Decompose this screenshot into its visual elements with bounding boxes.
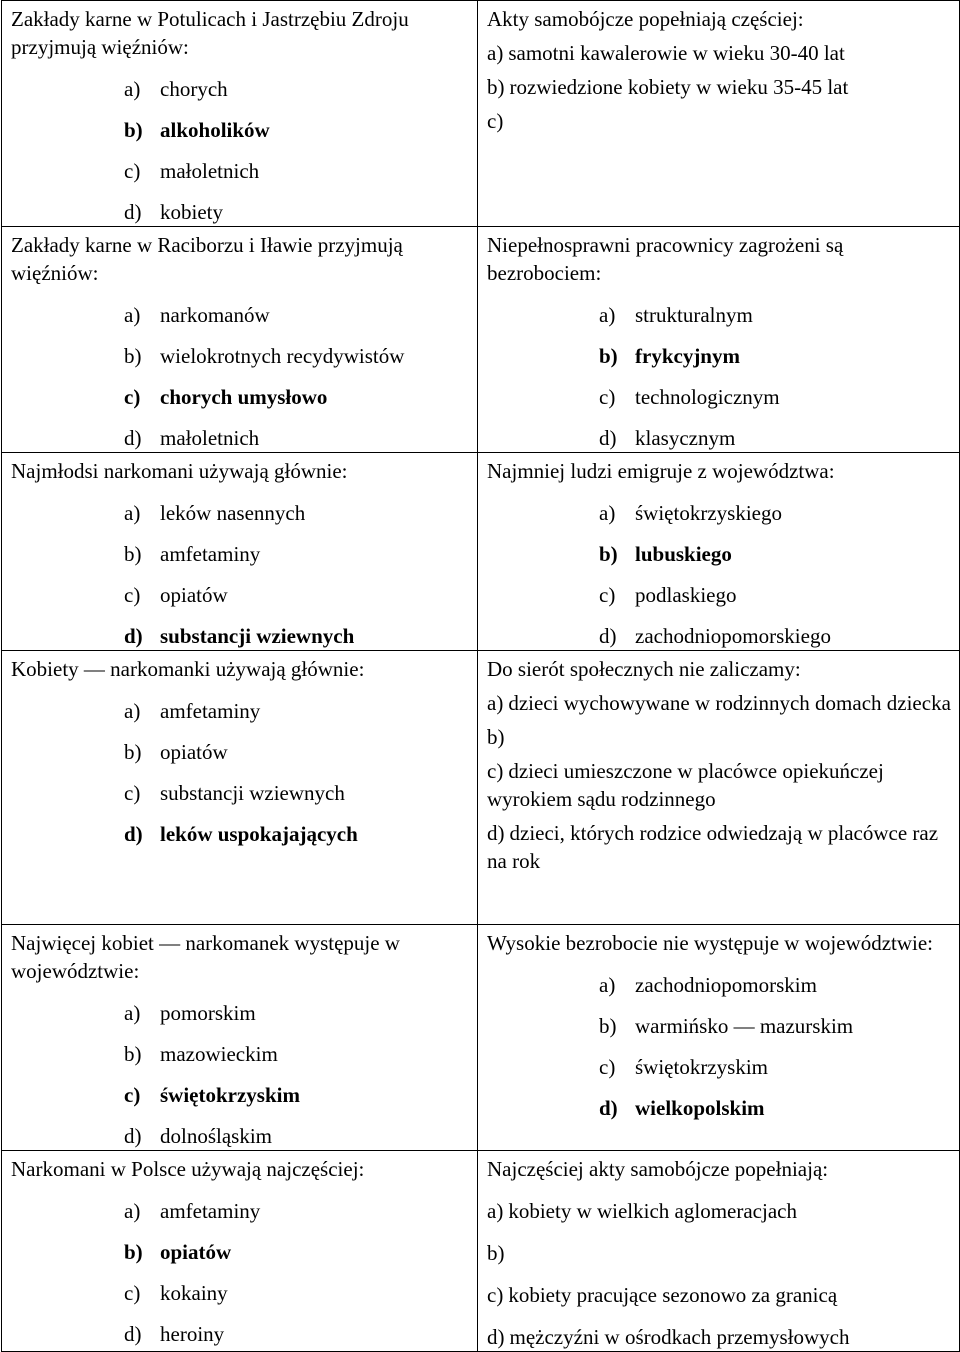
answer-option xyxy=(487,622,951,650)
answer-option xyxy=(11,499,469,527)
answer-option xyxy=(11,1320,469,1348)
answer-option xyxy=(11,999,469,1027)
answer-options xyxy=(11,697,469,848)
left-question-cell xyxy=(2,651,478,925)
question-text: Akty samobójcze popełniają częściej: xyxy=(487,7,804,31)
option-text: świętokrzyskiego xyxy=(635,501,782,525)
option-text: chorych umysłowo xyxy=(160,385,328,409)
option-text: dzieci wychowywane w rodzinnych domach dziecka xyxy=(508,691,951,715)
answer-option xyxy=(487,39,951,67)
option-text: amfetaminy xyxy=(160,542,261,566)
right-question-cell xyxy=(478,1,960,227)
option-marker: d) xyxy=(124,426,142,450)
option-marker: a) xyxy=(487,41,504,65)
answer-option xyxy=(487,1094,951,1122)
answer-option xyxy=(487,301,951,329)
question-text: Do sierót społecznych nie zaliczamy: xyxy=(487,657,801,681)
answer-options xyxy=(487,1197,951,1351)
option-text: narkomanów xyxy=(160,303,270,327)
answer-option xyxy=(487,689,951,717)
answer-options xyxy=(11,1197,469,1348)
option-marker: b) xyxy=(599,344,618,368)
answer-option xyxy=(11,697,469,725)
option-text: leków nasennych xyxy=(160,501,306,525)
answer-option xyxy=(11,581,469,609)
option-text: wielokrotnych recydywistów xyxy=(160,344,405,368)
right-question-cell xyxy=(478,925,960,1151)
answer-option xyxy=(487,971,951,999)
question-row xyxy=(2,227,960,453)
option-text: chorych xyxy=(160,77,228,101)
option-text: lubuskiego xyxy=(635,542,732,566)
option-text: mazowieckim xyxy=(160,1042,278,1066)
option-marker: b) xyxy=(124,344,142,368)
answer-option xyxy=(11,1197,469,1225)
option-text: strukturalnym xyxy=(635,303,753,327)
option-text: warmińsko — mazurskim xyxy=(635,1014,854,1038)
question-text: Najmłodsi narkomani używają głównie: xyxy=(11,459,348,483)
answer-option xyxy=(487,1053,951,1081)
option-marker: b) xyxy=(124,1042,142,1066)
answer-option xyxy=(11,1279,469,1307)
quiz-table xyxy=(1,0,960,1352)
option-text: małoletnich xyxy=(160,159,260,183)
option-marker: c) xyxy=(599,1055,616,1079)
answer-option xyxy=(487,1239,951,1267)
answer-option xyxy=(11,622,469,650)
answer-options xyxy=(487,689,951,875)
answer-options xyxy=(487,301,951,452)
option-marker: d) xyxy=(124,200,142,224)
option-marker: a) xyxy=(599,973,616,997)
answer-option xyxy=(11,301,469,329)
answer-option xyxy=(11,820,469,848)
option-marker: a) xyxy=(599,303,616,327)
answer-option xyxy=(11,198,469,226)
option-marker: a) xyxy=(599,501,616,525)
quiz-body xyxy=(2,1,960,1352)
option-marker: a) xyxy=(124,77,141,101)
option-text: leków uspokajających xyxy=(160,822,358,846)
answer-option xyxy=(11,157,469,185)
answer-option xyxy=(487,723,951,751)
option-marker: b) xyxy=(124,542,142,566)
answer-option xyxy=(487,1323,951,1351)
option-text: opiatów xyxy=(160,740,228,764)
option-marker: a) xyxy=(124,1199,141,1223)
answer-option xyxy=(487,581,951,609)
option-text: dzieci umieszczone w placówce opiekuńczej wyrokiem sądu rodzinnego xyxy=(487,759,884,811)
option-text: dzieci, których rodzice odwiedzają w placówce raz na rok xyxy=(487,821,939,873)
option-marker: b) xyxy=(124,740,142,764)
option-text: podlaskiego xyxy=(635,583,737,607)
answer-option xyxy=(11,540,469,568)
option-text: kobiety pracujące sezonowo za granicą xyxy=(508,1283,838,1307)
option-marker: d) xyxy=(124,1322,142,1346)
answer-options xyxy=(487,971,951,1122)
option-marker: a) xyxy=(124,501,141,525)
question-text: Niepełnosprawni pracownicy zagrożeni są bezrobociem: xyxy=(487,233,844,285)
option-text: świętokrzyskim xyxy=(635,1055,768,1079)
question-text: Najwięcej kobiet — narkomanek występuje w województwie: xyxy=(11,931,400,983)
option-text: mężczyźni w ośrodkach przemysłowych xyxy=(509,1325,850,1349)
option-text: wielkopolskim xyxy=(635,1096,765,1120)
answer-options xyxy=(487,499,951,650)
option-text: alkoholików xyxy=(160,118,270,142)
question-text: Zakłady karne w Raciborzu i Iławie przyjmują więźniów: xyxy=(11,233,403,285)
right-question-cell xyxy=(478,227,960,453)
option-marker: b) xyxy=(487,725,505,749)
option-marker: d) xyxy=(124,624,143,648)
option-marker: c) xyxy=(599,385,616,409)
option-text: rozwiedzione kobiety w wieku 35-45 lat xyxy=(509,75,849,99)
right-question-cell xyxy=(478,651,960,925)
answer-option xyxy=(11,1081,469,1109)
option-text: kokainy xyxy=(160,1281,228,1305)
answer-options xyxy=(11,999,469,1150)
answer-option xyxy=(487,819,951,875)
answer-option xyxy=(487,757,951,813)
answer-options xyxy=(11,301,469,452)
option-marker: d) xyxy=(599,426,617,450)
answer-option xyxy=(11,1040,469,1068)
answer-option xyxy=(487,1012,951,1040)
option-marker: a) xyxy=(124,699,141,723)
answer-option xyxy=(487,342,951,370)
answer-option xyxy=(487,540,951,568)
answer-option xyxy=(11,116,469,144)
option-text: substancji wziewnych xyxy=(160,781,345,805)
left-question-cell xyxy=(2,227,478,453)
option-text: frykcyjnym xyxy=(635,344,740,368)
question-row xyxy=(2,925,960,1151)
answer-option xyxy=(487,424,951,452)
answer-option xyxy=(487,383,951,411)
option-text: klasycznym xyxy=(635,426,736,450)
option-text: świętokrzyskim xyxy=(160,1083,300,1107)
question-text: Najczęściej akty samobójcze popełniają: xyxy=(487,1157,829,1181)
option-marker: b) xyxy=(599,1014,617,1038)
answer-options xyxy=(11,499,469,650)
option-text: samotni kawalerowie w wieku 30-40 lat xyxy=(508,41,845,65)
option-marker: c) xyxy=(124,781,141,805)
left-question-cell xyxy=(2,1,478,227)
option-text: zachodniopomorskim xyxy=(635,973,817,997)
option-marker: c) xyxy=(124,385,141,409)
option-marker: c) xyxy=(599,583,616,607)
answer-option xyxy=(11,738,469,766)
option-marker: d) xyxy=(599,1096,618,1120)
option-marker: c) xyxy=(487,1283,504,1307)
answer-option xyxy=(487,1281,951,1309)
answer-option xyxy=(487,1197,951,1225)
option-marker: c) xyxy=(487,109,504,133)
option-text: substancji wziewnych xyxy=(160,624,355,648)
answer-options xyxy=(11,75,469,226)
option-text: technologicznym xyxy=(635,385,780,409)
option-marker: c) xyxy=(124,1083,141,1107)
option-text: kobiety xyxy=(160,200,223,224)
question-text: Zakłady karne w Potulicach i Jastrzębiu Zdroju przyjmują więźniów: xyxy=(11,7,409,59)
answer-option xyxy=(11,1122,469,1150)
question-text: Wysokie bezrobocie nie występuje w województwie: xyxy=(487,931,934,955)
option-marker: b) xyxy=(599,542,618,566)
option-marker: d) xyxy=(124,822,143,846)
left-question-cell xyxy=(2,1151,478,1352)
left-question-cell xyxy=(2,925,478,1151)
left-question-cell xyxy=(2,453,478,651)
question-row xyxy=(2,453,960,651)
answer-options xyxy=(487,39,951,135)
option-marker: c) xyxy=(487,759,504,783)
option-marker: b) xyxy=(124,1240,143,1264)
answer-option xyxy=(487,107,951,135)
option-marker: c) xyxy=(124,159,141,183)
option-marker: a) xyxy=(487,691,504,715)
option-marker: d) xyxy=(487,1325,505,1349)
question-row xyxy=(2,651,960,925)
option-marker: a) xyxy=(124,1001,141,1025)
question-text: Narkomani w Polsce używają najczęściej: xyxy=(11,1157,365,1181)
option-marker: d) xyxy=(487,821,505,845)
question-text: Najmniej ludzi emigruje z województwa: xyxy=(487,459,835,483)
answer-option xyxy=(11,75,469,103)
answer-option xyxy=(11,383,469,411)
option-text: opiatów xyxy=(160,583,228,607)
question-text: Kobiety — narkomanki używają głównie: xyxy=(11,657,365,681)
option-text: amfetaminy xyxy=(160,1199,261,1223)
option-text: heroiny xyxy=(160,1322,225,1346)
question-row xyxy=(2,1151,960,1352)
answer-option xyxy=(487,499,951,527)
option-text: kobiety w wielkich aglomeracjach xyxy=(508,1199,797,1223)
option-marker: c) xyxy=(124,583,141,607)
option-text: dolnośląskim xyxy=(160,1124,273,1148)
answer-option xyxy=(11,342,469,370)
option-marker: a) xyxy=(487,1199,504,1223)
option-text: małoletnich xyxy=(160,426,260,450)
option-marker: d) xyxy=(124,1124,142,1148)
option-marker: b) xyxy=(487,1241,505,1265)
answer-option xyxy=(11,424,469,452)
option-marker: a) xyxy=(124,303,141,327)
option-marker: b) xyxy=(487,75,505,99)
option-text: zachodniopomorskiego xyxy=(635,624,831,648)
right-question-cell xyxy=(478,1151,960,1352)
option-text: amfetaminy xyxy=(160,699,261,723)
option-marker: b) xyxy=(124,118,143,142)
right-question-cell xyxy=(478,453,960,651)
question-row xyxy=(2,1,960,227)
option-text: opiatów xyxy=(160,1240,232,1264)
option-marker: d) xyxy=(599,624,617,648)
answer-option xyxy=(487,73,951,101)
answer-option xyxy=(11,779,469,807)
option-marker: c) xyxy=(124,1281,141,1305)
option-text: pomorskim xyxy=(160,1001,256,1025)
answer-option xyxy=(11,1238,469,1266)
